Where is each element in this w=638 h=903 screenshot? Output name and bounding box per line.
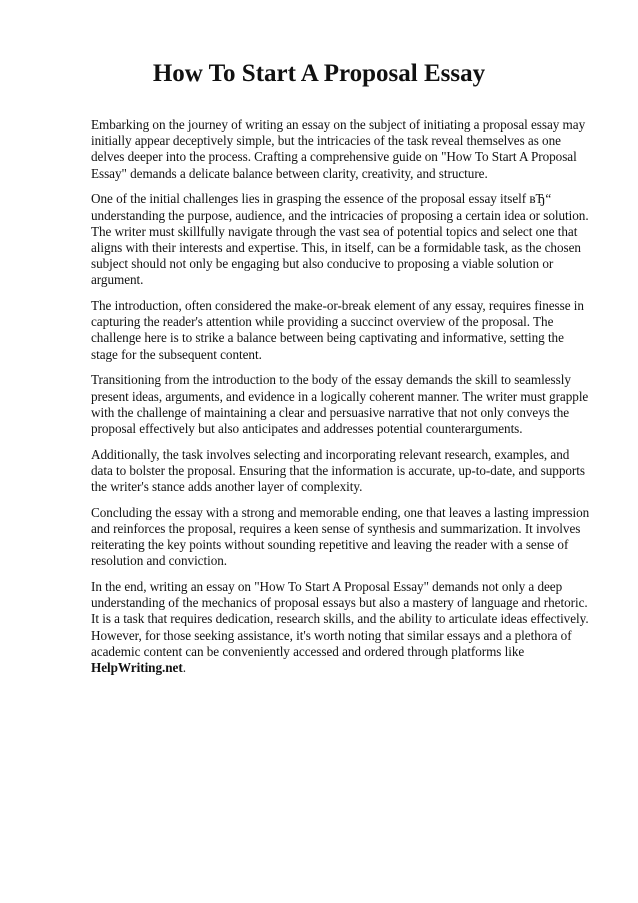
paragraph-2: One of the initial challenges lies in grasping the essence of the proposal essay itself вЂ“ understanding the purpose, audience, and the intricacies of proposing a certain idea or solution. The writer must skillfully navigate through the vast sea of potential topics and select one that aligns with their interests and expertise. This, in itself, can be a formidable task, as the chosen subject should not only be engaging but also conducive to proposing a viable solution or argument. (91, 191, 589, 288)
link-suffix: . (182, 660, 186, 676)
paragraph-4: Transitioning from the introduction to the body of the essay demands the skill to seamlessly present ideas, arguments, and evidence in a logically coherent manner. The writer must grapple with the challenge of maintaining a clear and persuasive narrative that not only conveys the proposal effectively but also anticipates and addresses potential counterarguments. (91, 372, 589, 436)
essay-body (91, 117, 591, 686)
paragraph-7-text: In the end, writing an essay on "How To Start A Proposal Essay" demands not only a deep understanding of the mechanics of proposal essays but also a mastery of language and rhetoric. It is a task that requires dedication, research skills, and the ability to articulate ideas effectively. However, for those seeking assistance, it's worth noting that similar essays and a plethora of academic content can be conveniently accessed and ordered through platforms like (91, 579, 589, 659)
paragraph-1: Embarking on the journey of writing an essay on the subject of initiating a proposal essay may initially appear deceptively simple, but the intricacies of the task reveal themselves as one delves deeper into the process. Crafting a comprehensive guide on "How To Start A Proposal Essay" demands a delicate balance between clarity, creativity, and structure. (91, 117, 586, 181)
paragraph-6: Concluding the essay with a strong and memorable ending, one that leaves a lasting impression and reinforces the proposal, requires a keen sense of synthesis and summarization. It involves reiterating the key points without sounding repetitive and leaving the reader with a sense of resolution and conviction. (91, 504, 590, 569)
paragraph-3: The introduction, often considered the make-or-break element of any essay, requires finesse in capturing the reader's attention while providing a succinct overview of the proposal. The challenge here is to strike a balance between being captivating and informative, setting the stage for the subsequent content. (91, 298, 584, 362)
link-line (91, 660, 591, 676)
paragraph-5: Additionally, the task involves selecting and incorporating relevant research, examples, and data to bolster the proposal. Ensuring that the information is accurate, up-to-date, and supports the writer's stance adds another layer of complexity. (91, 446, 585, 495)
paragraph-7 (91, 579, 591, 676)
page-title: How To Start A Proposal Essay (152, 60, 486, 87)
helpwriting-link[interactable]: HelpWriting.net (91, 660, 183, 676)
